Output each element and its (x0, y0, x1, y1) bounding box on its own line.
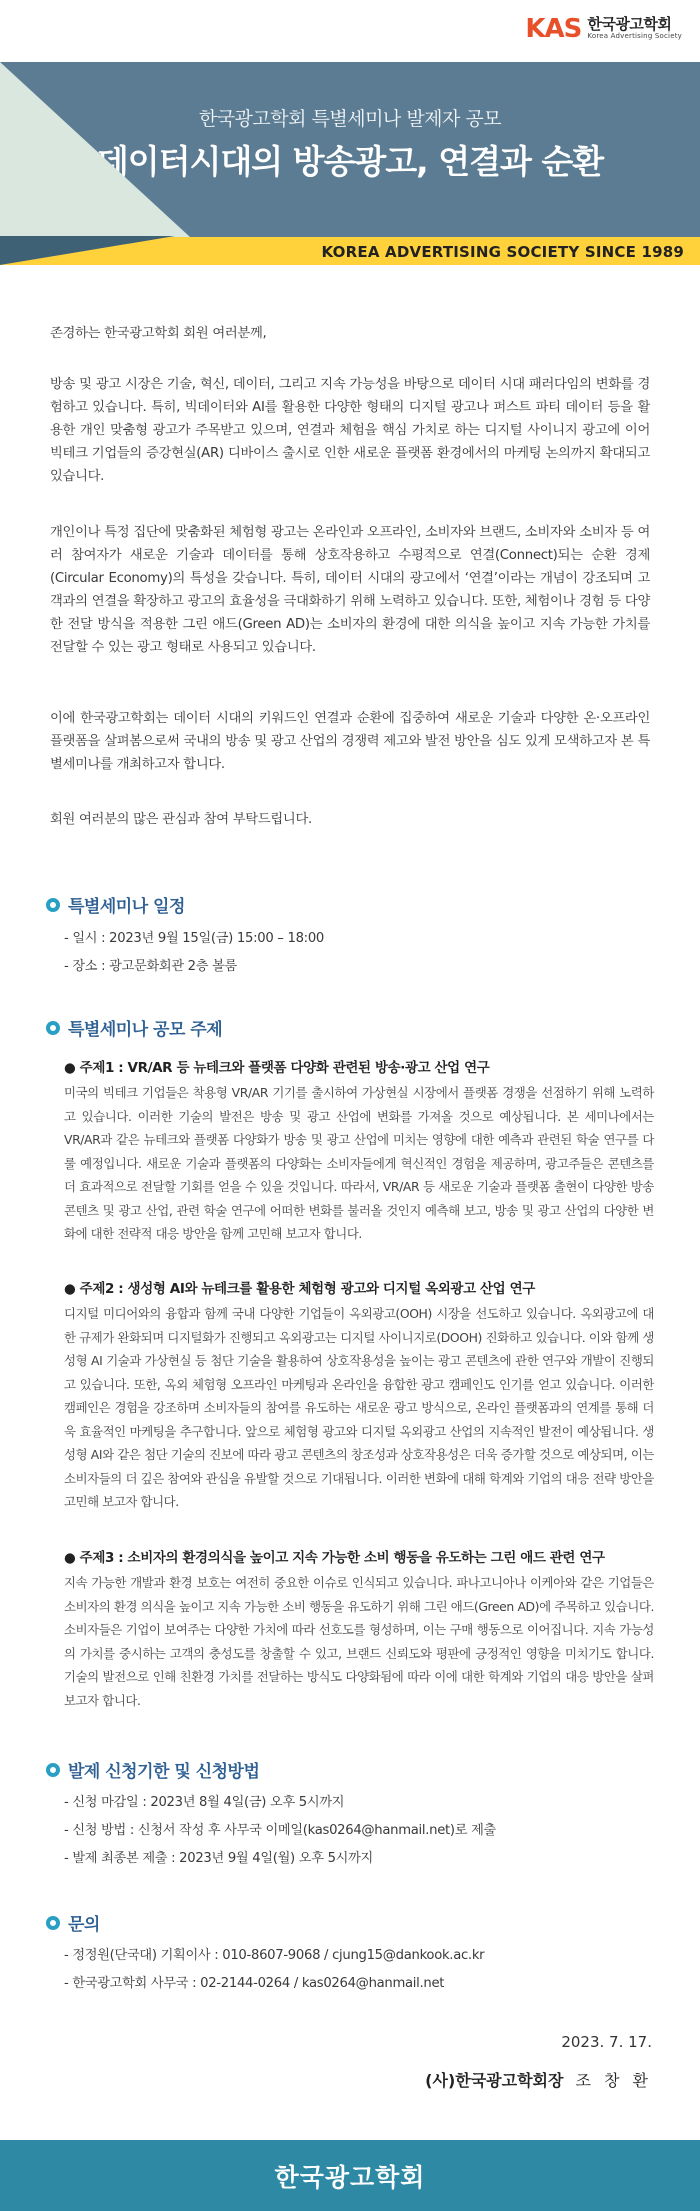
topic-1-title: ● 주제1 : VR/AR 등 뉴테크와 플랫폼 다양화 관련된 방송·광고 산업 연구 (64, 1060, 490, 1076)
signature-name: 조 창 환 (575, 2071, 652, 2090)
apply-item: - 발제 최종본 제출 : 2023년 9월 4일(월) 오후 5시까지 (64, 1851, 373, 1866)
logo-name-ko: 한국광고학회 (587, 15, 672, 34)
kas-logo (525, 14, 682, 44)
footer-org-name: 한국광고학회 (274, 2163, 426, 2192)
schedule-item: - 일시 : 2023년 9월 15일(금) 15:00 – 18:00 (64, 931, 324, 946)
section-bullet-icon (46, 1916, 60, 1930)
kas-logo-text (587, 17, 682, 40)
topics-heading-label: 특별세미나 공모 주제 (68, 1020, 223, 1040)
header-subtitle: 한국광고학회 특별세미나 발제자 공모 (198, 108, 502, 130)
schedule-heading (46, 892, 185, 917)
issue-date: 2023. 7. 17. (561, 2033, 652, 2051)
band-decoration (0, 236, 175, 265)
greeting: 존경하는 한국광고학회 회원 여러분께, (50, 326, 267, 341)
schedule-item: - 장소 : 광고문화회관 2층 볼룸 (64, 959, 237, 974)
intro-paragraph-1: 방송 및 광고 시장은 기술, 혁신, 데이터, 그리고 지속 가능성을 바탕으로 데이터 시대 패러다임의 변화를 경험하고 있습니다. 특히, 빅데이터와 AI를 활용한 다양한 형태의 디지털 광고나 퍼스트 파티 데이터 등을 활용한 개인 맞춤형 광고가 주목받고 있으며, 연결과 체험을 핵심 가치로 하는 디지털 사이니지 광고에 이어 빅테크 기업들의 증강현실(AR) 디바이스 출시로 인한 새로운 플랫폼 환경에서의 마케팅 논의까지 확대되고 있습니다. (50, 377, 650, 484)
intro-paragraph-2: 개인이나 특정 집단에 맞춤화된 체험형 광고는 온라인과 오프라인, 소비자와 브랜드, 소비자와 소비자 등 여러 참여자가 새로운 기술과 데이터를 통해 상호작용하고 수평적으로 연결(Connect)되는 순환 경제(Circular Economy)의 특성을 갖습니다. 특히, 데이터 시대의 광고에서 ‘연결’이라는 개념이 강조되며 고객과의 연결을 확장하고 광고의 효율성을 극대화하기 위해 노력하고 있습니다. 또한, 체험이나 경험 등 다양한 전달 방식을 적용한 그린 애드(Green AD)는 소비자의 환경에 대한 의식을 높이고 지속 가능한 가치를 전달할 수 있는 광고 형태로 사용되고 있습니다. (50, 525, 650, 655)
contact-heading (46, 1910, 100, 1935)
header-decoration (0, 62, 190, 237)
topic-1-body: 미국의 빅테크 기업들은 착용형 VR/AR 기기를 출시하여 가상현실 시장에서 플랫폼 경쟁을 선점하기 위해 노력하고 있습니다. 이러한 기술의 발전은 방송 및 광고 산업에 변화를 가져올 것으로 예상됩니다. 본 세미나에서는 VR/AR과 같은 뉴테크와 플랫폼 다양화가 방송 및 광고 산업에 미치는 영향에 대한 예측과 관련된 학술 연구를 다룰 예정입니다. 새로운 기술과 플랫폼의 다양화는 소비자들에게 혁신적인 경험을 제공하며, 광고주들은 콘텐츠를 더 효과적으로 전달할 기회를 얻을 수 있을 것입니다. 따라서, VR/AR 등 새로운 기술과 플랫폼 출현이 다양한 방송 콘텐츠 및 광고 산업, 관련 학술 연구에 어떠한 변화를 불러올 것인지 예측해 보고, 방송 및 광고 산업의 다양한 변화에 대한 전략적 대응 방안을 함께 고민해 보고자 합니다. (64, 1085, 654, 1241)
logo-name-en: Korea Advertising Society (587, 32, 682, 41)
contact-heading-label: 문의 (68, 1915, 100, 1935)
apply-item: - 신청 마감일 : 2023년 8월 4일(금) 오후 5시까지 (64, 1795, 345, 1810)
topic-3-title: ● 주제3 : 소비자의 환경의식을 높이고 지속 가능한 소비 행동을 유도하는 그린 애드 관련 연구 (64, 1550, 605, 1566)
kas-logo-mark: KAS (525, 14, 582, 44)
topics-heading (46, 1015, 222, 1040)
intro-paragraph-4: 회원 여러분의 많은 관심과 참여 부탁드립니다. (50, 812, 312, 827)
section-bullet-icon (46, 898, 60, 912)
intro-paragraph-3: 이에 한국광고학회는 데이터 시대의 키워드인 연결과 순환에 집중하여 새로운 기술과 다양한 온·오프라인 플랫폼을 살펴봄으로써 국내의 방송 및 광고 산업의 경쟁력 제고와 발전 방안을 심도 있게 모색하고자 본 특별세미나를 개최하고자 합니다. (50, 711, 650, 772)
contact-item: - 한국광고학회 사무국 : 02-2144-0264 / kas0264@hanmail.net (64, 1976, 445, 1991)
apply-heading-label: 발제 신청기한 및 신청방법 (68, 1762, 260, 1782)
section-bullet-icon (46, 1021, 60, 1035)
apply-heading (46, 1757, 259, 1782)
schedule-heading-label: 특별세미나 일정 (68, 897, 185, 917)
topic-2-body: 디지털 미디어와의 융합과 함께 국내 다양한 기업들이 옥외광고(OOH) 시장을 선도하고 있습니다. 옥외광고에 대한 규제가 완화되며 디지털화가 진행되고 옥외광고는 디지털 사이니지로(DOOH) 진화하고 있습니다. 이와 함께 생성형 AI 기술과 가상현실 등 첨단 기술을 활용하여 상호작용성을 높이는 광고 콘텐츠에 관한 연구와 개발이 진행되고 있습니다. 또한, 옥외 체험형 오프라인 마케팅과 온라인을 융합한 광고 캠페인도 인기를 얻고 있습니다. 이러한 캠페인은 경험을 강조하며 소비자들의 참여를 유도하는 새로운 광고 방식으로, 온라인 플랫폼과의 연계를 통해 더욱 효율적인 마케팅을 추구합니다. 앞으로 체험형 광고와 디지털 옥외광고 산업의 지속적인 발전이 예상됩니다. 생성형 AI와 같은 첨단 기술의 진보에 따라 광고 콘텐츠의 창조성과 상호작용성은 더욱 증가할 것으로 예상되며, 이는 소비자들의 더 깊은 참여와 관심을 유발할 것으로 기대됩니다. 이러한 변화에 대해 학계와 기업의 대응 전략 방안을 고민해 보고자 합니다. (64, 1306, 654, 1509)
contact-item: - 정정원(단국대) 기획이사 : 010-8607-9068 / cjung15@dankook.ac.kr (64, 1948, 485, 1963)
topic-2-title: ● 주제2 : 생성형 AI와 뉴테크를 활용한 체험형 광고와 디지털 옥외광고 산업 연구 (64, 1281, 535, 1297)
topic-3-body: 지속 가능한 개발과 환경 보호는 여전히 중요한 이슈로 인식되고 있습니다. 파나고니아나 이케아와 같은 기업들은 소비자의 환경 의식을 높이고 지속 가능한 소비 행동을 유도하기 위해 그린 애드(Green AD)에 주목하고 있습니다. 소비자들은 기업이 보여주는 다양한 가치에 따라 선호도를 형성하며, 이는 구매 행동으로 이어집니다. 지속 가능성의 가치를 중시하는 고객의 충성도를 창출할 수 있고, 브랜드 신뢰도와 평판에 긍정적인 영향을 미치기도 합니다. 기술의 발전으로 인해 친환경 가치를 전달하는 방식도 다양화됨에 따라 이에 대한 학계와 기업의 대응 방안을 살펴보고자 합니다. (64, 1575, 654, 1708)
header-title: 데이터시대의 방송광고, 연결과 순환 (96, 142, 604, 181)
apply-item: - 신청 방법 : 신청서 작성 후 사무국 이메일(kas0264@hanmail.net)로 제출 (64, 1823, 496, 1838)
signature-org: (사)한국광고학회장 (425, 2071, 564, 2090)
section-bullet-icon (46, 1763, 60, 1777)
header-band-text: KOREA ADVERTISING SOCIETY SINCE 1989 (321, 243, 684, 261)
signature (425, 2068, 652, 2091)
